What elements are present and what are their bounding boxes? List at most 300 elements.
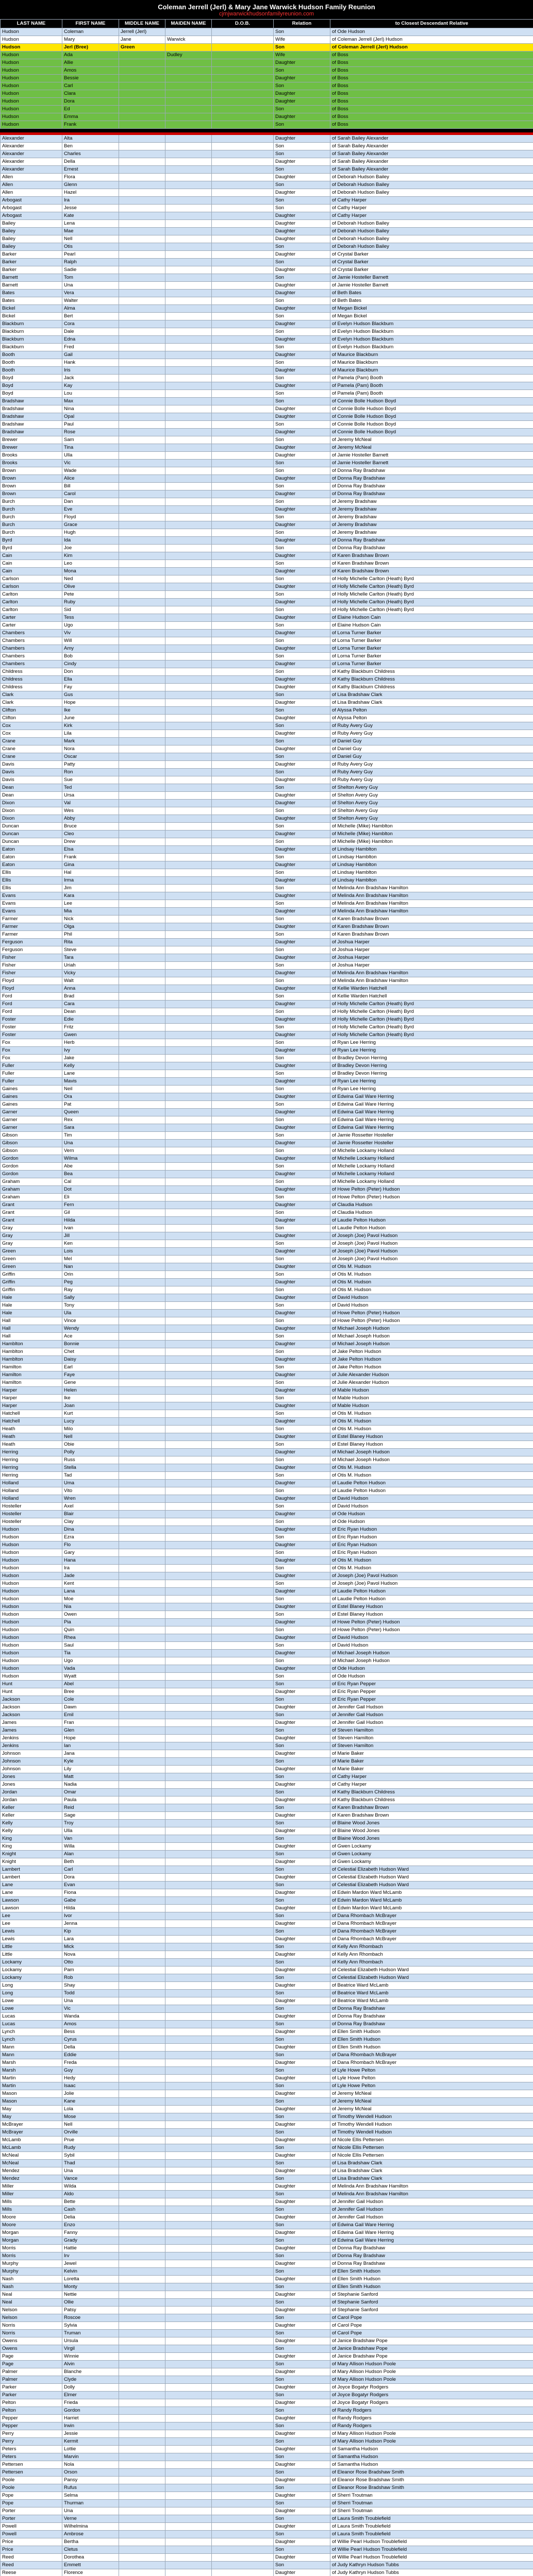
first-name-cell: Saul — [62, 1642, 119, 1650]
dob-cell — [212, 1116, 274, 1124]
relation-cell: Son — [274, 1024, 330, 1031]
dob-cell — [212, 1263, 274, 1271]
maiden-name-cell — [165, 1209, 212, 1217]
maiden-name-cell — [165, 630, 212, 637]
maiden-name-cell — [165, 1062, 212, 1070]
closest-relative-cell: of David Hudson — [330, 1294, 533, 1302]
relation-cell: Son — [274, 143, 330, 150]
closest-relative-cell: of Kathy Blackburn Childress — [330, 676, 533, 684]
closest-relative-cell: of Sherri Troutman — [330, 2500, 533, 2507]
table-row — [1, 2407, 533, 2415]
table-row — [1, 2167, 533, 2175]
closest-relative-cell: of Lindsay Hamblton — [330, 861, 533, 869]
middle-name-cell — [119, 985, 165, 993]
first-name-cell: Winnie — [62, 2353, 119, 2361]
maiden-name-cell — [165, 1758, 212, 1766]
dob-cell — [212, 1379, 274, 1387]
dob-cell — [212, 1766, 274, 1773]
closest-relative-cell: of Megan Bickel — [330, 313, 533, 320]
dob-cell — [212, 2260, 274, 2268]
maiden-name-cell — [165, 1750, 212, 1758]
relation-cell: Son — [274, 398, 330, 405]
closest-relative-cell: of Lindsay Hamblton — [330, 854, 533, 861]
dob-cell — [212, 2446, 274, 2453]
relation-cell: Son — [274, 1178, 330, 1186]
closest-relative-cell: of Connie Bolle Hudson Boyd — [330, 405, 533, 413]
closest-relative-cell: of Eleanor Rose Bradshaw Smith — [330, 2469, 533, 2477]
table-row — [1, 1209, 533, 1217]
closest-relative-cell: of Lyle Howe Pelton — [330, 2075, 533, 2082]
relation-cell: Daughter — [274, 235, 330, 243]
middle-name-cell — [119, 823, 165, 831]
closest-relative-cell: of Ode Hudson — [330, 1665, 533, 1673]
middle-name-cell — [119, 1456, 165, 1464]
closest-relative-cell: of Joshua Harper — [330, 962, 533, 970]
first-name-cell: Sid — [62, 606, 119, 614]
closest-relative-cell: of Donna Ray Bradshaw — [330, 2252, 533, 2260]
maiden-name-cell — [165, 1866, 212, 1874]
middle-name-cell — [119, 2160, 165, 2167]
dob-cell — [212, 1882, 274, 1889]
first-name-cell: Viv — [62, 630, 119, 637]
dob-cell — [212, 2268, 274, 2276]
first-name-cell: Lara — [62, 1936, 119, 1943]
first-name-cell: Mose — [62, 2113, 119, 2121]
dob-cell — [212, 1742, 274, 1750]
table-row — [1, 831, 533, 838]
closest-relative-cell: of Otis M. Hudson — [330, 1565, 533, 1572]
closest-relative-cell: of Joyce Bogatyr Rodgers — [330, 2399, 533, 2407]
last-name-cell: Dixon — [1, 815, 62, 823]
middle-name-cell — [119, 421, 165, 429]
sibling-row — [1, 106, 533, 113]
closest-relative-cell: of Michelle Lockamy Holland — [330, 1163, 533, 1171]
last-name-cell: Nelson — [1, 2314, 62, 2322]
maiden-name-cell — [165, 869, 212, 877]
maiden-name-cell — [165, 815, 212, 823]
table-row — [1, 452, 533, 460]
middle-name-cell — [119, 2276, 165, 2283]
last-name-cell: Clark — [1, 691, 62, 699]
first-name-cell: Gil — [62, 1209, 119, 1217]
closest-relative-cell: of Carol Pope — [330, 2314, 533, 2322]
middle-name-cell — [119, 1171, 165, 1178]
maiden-name-cell — [165, 1341, 212, 1348]
maiden-name-cell — [165, 506, 212, 514]
maiden-name-cell — [165, 2307, 212, 2314]
first-name-cell: Hilda — [62, 1905, 119, 1912]
relation-cell: Son — [274, 1194, 330, 1201]
middle-name-cell — [119, 1379, 165, 1387]
dob-cell — [212, 1286, 274, 1294]
closest-relative-cell: of Mable Hudson — [330, 1387, 533, 1395]
last-name-cell: James — [1, 1719, 62, 1727]
table-row — [1, 1039, 533, 1047]
first-name-cell: Cletus — [62, 2546, 119, 2554]
middle-name-cell — [119, 1387, 165, 1395]
maiden-name-cell — [165, 1681, 212, 1688]
relation-cell: Son — [274, 2082, 330, 2090]
middle-name-cell — [119, 653, 165, 660]
relation-cell: Daughter — [274, 305, 330, 313]
last-name-cell: Gibson — [1, 1147, 62, 1155]
first-name-cell: Vera — [62, 290, 119, 297]
last-name-cell: Kelly — [1, 1827, 62, 1835]
table-row — [1, 1201, 533, 1209]
last-name-cell: Hudson — [1, 1642, 62, 1650]
middle-name-cell — [119, 2538, 165, 2546]
dob-cell — [212, 367, 274, 375]
middle-name-cell — [119, 2415, 165, 2422]
closest-relative-cell: of Howe Pelton (Peter) Hudson — [330, 1194, 533, 1201]
relation-cell: Son — [274, 359, 330, 367]
dob-cell — [212, 1225, 274, 1232]
last-name-cell: Alexander — [1, 166, 62, 174]
last-name-cell: Carter — [1, 614, 62, 622]
closest-relative-cell: of Mable Hudson — [330, 1402, 533, 1410]
closest-relative-cell: of Joyce Bogatyr Rodgers — [330, 2392, 533, 2399]
middle-name-cell — [119, 2484, 165, 2492]
closest-relative-cell: of Laudie Pelton Hudson — [330, 1596, 533, 1603]
last-name-cell: Barker — [1, 251, 62, 259]
middle-name-cell — [119, 1356, 165, 1364]
closest-relative-cell: of Jeremy McNeal — [330, 436, 533, 444]
dob-cell — [212, 2430, 274, 2438]
middle-name-cell — [119, 82, 165, 90]
maiden-name-cell: Dudley — [165, 52, 212, 59]
middle-name-cell — [119, 2392, 165, 2399]
table-row — [1, 436, 533, 444]
middle-name-cell — [119, 429, 165, 436]
middle-name-cell — [119, 106, 165, 113]
table-row — [1, 1271, 533, 1279]
first-name-cell: Rudy — [62, 2144, 119, 2152]
closest-relative-cell: of Coleman Jerrell (Jerl) Hudson — [330, 44, 533, 52]
last-name-cell: Foster — [1, 1024, 62, 1031]
maiden-name-cell — [165, 1603, 212, 1611]
closest-relative-cell: of Eric Ryan Hudson — [330, 1541, 533, 1549]
table-row — [1, 1797, 533, 1804]
middle-name-cell — [119, 1132, 165, 1140]
last-name-cell: Price — [1, 2538, 62, 2546]
maiden-name-cell — [165, 498, 212, 506]
maiden-name-cell — [165, 1820, 212, 1827]
last-name-cell: Lambert — [1, 1866, 62, 1874]
maiden-name-cell — [165, 1232, 212, 1240]
last-name-cell: Nash — [1, 2283, 62, 2291]
middle-name-cell — [119, 282, 165, 290]
first-name-cell: Walter — [62, 297, 119, 305]
table-row — [1, 1171, 533, 1178]
maiden-name-cell — [165, 676, 212, 684]
maiden-name-cell — [165, 251, 212, 259]
dob-cell — [212, 1750, 274, 1758]
middle-name-cell — [119, 916, 165, 923]
table-row — [1, 1851, 533, 1858]
closest-relative-cell: of Nicole Ellis Pettersen — [330, 2137, 533, 2144]
title-bar — [0, 0, 533, 19]
middle-name-cell — [119, 1472, 165, 1480]
first-name-cell: Sylvia — [62, 2322, 119, 2330]
first-name-cell: Wyatt — [62, 1673, 119, 1681]
relation-cell: Daughter — [274, 1781, 330, 1789]
dob-cell — [212, 1449, 274, 1456]
dob-cell — [212, 1240, 274, 1248]
last-name-cell: Bickel — [1, 305, 62, 313]
table-row — [1, 235, 533, 243]
closest-relative-cell: of Timothy Wendell Hudson — [330, 2113, 533, 2121]
relation-cell: Daughter — [274, 1433, 330, 1441]
relation-cell: Son — [274, 1804, 330, 1812]
middle-name-cell — [119, 1055, 165, 1062]
dob-cell — [212, 1410, 274, 1418]
last-name-cell: Lockamy — [1, 1974, 62, 1982]
relation-cell: Daughter — [274, 2214, 330, 2222]
middle-name-cell — [119, 2314, 165, 2322]
last-name-cell: Hudson — [1, 1526, 62, 1534]
closest-relative-cell: of Joyce Bogatyr Rodgers — [330, 2384, 533, 2392]
site-url[interactable]: cjmjwarwickhudsonfamilyreunion.com — [219, 11, 314, 17]
last-name-cell: Harper — [1, 1395, 62, 1402]
middle-name-cell — [119, 1766, 165, 1773]
relation-cell: Son — [274, 106, 330, 113]
middle-name-cell — [119, 1201, 165, 1209]
closest-relative-cell: of Karen Bradshaw Brown — [330, 1812, 533, 1820]
table-row — [1, 1016, 533, 1024]
last-name-cell: Knight — [1, 1858, 62, 1866]
dob-cell — [212, 59, 274, 67]
middle-name-cell — [119, 1843, 165, 1851]
closest-relative-cell: of Shelton Avery Guy — [330, 815, 533, 823]
first-name-cell: Steve — [62, 946, 119, 954]
maiden-name-cell — [165, 274, 212, 282]
maiden-name-cell — [165, 552, 212, 560]
relation-cell: Son — [274, 2067, 330, 2075]
maiden-name-cell — [165, 2546, 212, 2554]
middle-name-cell — [119, 444, 165, 452]
middle-name-cell — [119, 1518, 165, 1526]
last-name-cell: Hamblton — [1, 1356, 62, 1364]
dob-cell — [212, 2067, 274, 2075]
last-name-cell: Davis — [1, 776, 62, 784]
relation-cell: Son — [274, 1742, 330, 1750]
middle-name-cell — [119, 1541, 165, 1549]
table-row — [1, 2214, 533, 2222]
last-name-cell: Crane — [1, 753, 62, 761]
relation-cell: Daughter — [274, 228, 330, 235]
maiden-name-cell — [165, 599, 212, 606]
maiden-name-cell — [165, 2082, 212, 2090]
dob-cell — [212, 2206, 274, 2214]
closest-relative-cell: of Claudia Hudson — [330, 1201, 533, 1209]
relation-cell: Daughter — [274, 1511, 330, 1518]
last-name-cell: McNeal — [1, 2160, 62, 2167]
relation-cell: Son — [274, 1472, 330, 1480]
relation-cell: Daughter — [274, 282, 330, 290]
dob-cell — [212, 908, 274, 916]
relation-cell: Daughter — [274, 892, 330, 900]
last-name-cell: Hamblton — [1, 1348, 62, 1356]
middle-name-cell — [119, 1317, 165, 1325]
closest-relative-cell: of Boss — [330, 98, 533, 106]
relation-cell: Daughter — [274, 1735, 330, 1742]
closest-relative-cell: of Jeremy McNeal — [330, 2090, 533, 2098]
maiden-name-cell — [165, 823, 212, 831]
relation-cell: Daughter — [274, 336, 330, 344]
relation-cell: Son — [274, 436, 330, 444]
first-name-cell: Jessie — [62, 2430, 119, 2438]
dob-cell — [212, 1132, 274, 1140]
dob-cell — [212, 1163, 274, 1171]
closest-relative-cell: of Eleanor Rose Bradshaw Smith — [330, 2484, 533, 2492]
middle-name-cell — [119, 460, 165, 467]
closest-relative-cell: of Joseph (Joe) Pavol Hudson — [330, 1240, 533, 1248]
first-name-cell: Matt — [62, 1773, 119, 1781]
dob-cell — [212, 1735, 274, 1742]
first-name-cell: Thad — [62, 2160, 119, 2167]
col-first-name: FIRST NAME — [62, 20, 119, 28]
closest-relative-cell: of Jeremy McNeal — [330, 444, 533, 452]
maiden-name-cell — [165, 2260, 212, 2268]
dob-cell — [212, 1572, 274, 1580]
middle-name-cell — [119, 2137, 165, 2144]
maiden-name-cell — [165, 2438, 212, 2446]
dob-cell — [212, 2376, 274, 2384]
closest-relative-cell: of Evelyn Hudson Blackburn — [330, 336, 533, 344]
dob-cell — [212, 1480, 274, 1487]
last-name-cell: Fisher — [1, 962, 62, 970]
dob-cell — [212, 2422, 274, 2430]
dob-cell — [212, 1936, 274, 1943]
first-name-cell: Moe — [62, 1596, 119, 1603]
closest-relative-cell: of Celestial Elizabeth Hudson Ward — [330, 1882, 533, 1889]
middle-name-cell — [119, 1464, 165, 1472]
middle-name-cell — [119, 738, 165, 745]
maiden-name-cell — [165, 1132, 212, 1140]
maiden-name-cell — [165, 436, 212, 444]
relation-cell: Son — [274, 916, 330, 923]
last-name-cell: Fox — [1, 1055, 62, 1062]
closest-relative-cell: of Dana Rhombach McBrayer — [330, 2052, 533, 2059]
dob-cell — [212, 1696, 274, 1704]
closest-relative-cell: of Boss — [330, 67, 533, 75]
table-row — [1, 1835, 533, 1843]
dob-cell — [212, 328, 274, 336]
first-name-cell: Ken — [62, 1240, 119, 1248]
last-name-cell: Graham — [1, 1186, 62, 1194]
dob-cell — [212, 2113, 274, 2121]
last-name-cell: Hudson — [1, 44, 62, 52]
dob-cell — [212, 2461, 274, 2469]
last-name-cell: Little — [1, 1951, 62, 1959]
closest-relative-cell: of Jake Pelton Hudson — [330, 1364, 533, 1371]
closest-relative-cell: of David Hudson — [330, 1634, 533, 1642]
relation-cell: Daughter — [274, 290, 330, 297]
first-name-cell: Mavis — [62, 1078, 119, 1086]
first-name-cell: Pete — [62, 591, 119, 599]
relation-cell: Son — [274, 1395, 330, 1402]
relation-cell: Daughter — [274, 1047, 330, 1055]
dob-cell — [212, 1657, 274, 1665]
middle-name-cell — [119, 2121, 165, 2129]
maiden-name-cell — [165, 1812, 212, 1820]
first-name-cell: Ron — [62, 769, 119, 776]
middle-name-cell — [119, 2569, 165, 2576]
dob-cell — [212, 1201, 274, 1209]
dob-cell — [212, 274, 274, 282]
last-name-cell: Gaines — [1, 1101, 62, 1109]
last-name-cell: Holland — [1, 1495, 62, 1503]
dob-cell — [212, 2531, 274, 2538]
table-row — [1, 1565, 533, 1572]
last-name-cell: Hudson — [1, 1603, 62, 1611]
closest-relative-cell: of Mary Allison Hudson Poole — [330, 2438, 533, 2446]
relation-cell: Son — [274, 1348, 330, 1356]
last-name-cell: Hamblton — [1, 1341, 62, 1348]
relation-cell: Son — [274, 2515, 330, 2523]
relation-cell: Son — [274, 2206, 330, 2214]
closest-relative-cell: of Ryan Lee Herring — [330, 1047, 533, 1055]
relation-cell: Daughter — [274, 2384, 330, 2392]
maiden-name-cell — [165, 2407, 212, 2415]
last-name-cell: Lowe — [1, 2005, 62, 2013]
first-name-cell: Ursa — [62, 792, 119, 800]
maiden-name-cell — [165, 205, 212, 212]
middle-name-cell — [119, 668, 165, 676]
maiden-name-cell — [165, 313, 212, 320]
relation-cell: Daughter — [274, 1449, 330, 1456]
maiden-name-cell — [165, 575, 212, 583]
table-row — [1, 1665, 533, 1673]
table-header-row — [1, 20, 533, 28]
maiden-name-cell — [165, 1511, 212, 1518]
dob-cell — [212, 1634, 274, 1642]
relation-cell: Daughter — [274, 645, 330, 653]
middle-name-cell — [119, 1959, 165, 1967]
dob-cell — [212, 715, 274, 722]
relation-cell: Son — [274, 1256, 330, 1263]
maiden-name-cell — [165, 1874, 212, 1882]
first-name-cell: Sage — [62, 1812, 119, 1820]
last-name-cell: Chambers — [1, 637, 62, 645]
maiden-name-cell — [165, 2222, 212, 2229]
middle-name-cell — [119, 2353, 165, 2361]
table-row — [1, 1704, 533, 1711]
last-name-cell: Cain — [1, 560, 62, 568]
maiden-name-cell — [165, 1735, 212, 1742]
first-name-cell: Tina — [62, 444, 119, 452]
closest-relative-cell: of Jake Pelton Hudson — [330, 1356, 533, 1364]
relation-cell: Daughter — [274, 2121, 330, 2129]
first-name-cell: Kim — [62, 552, 119, 560]
relation-cell: Daughter — [274, 877, 330, 885]
table-row — [1, 1735, 533, 1742]
last-name-cell: Lockamy — [1, 1959, 62, 1967]
closest-relative-cell: of Edwina Gail Ware Herring — [330, 1109, 533, 1116]
last-name-cell: Hunt — [1, 1688, 62, 1696]
relation-cell: Son — [274, 1209, 330, 1217]
middle-name-cell — [119, 977, 165, 985]
last-name-cell: Carlton — [1, 591, 62, 599]
table-row — [1, 1240, 533, 1248]
middle-name-cell — [119, 2546, 165, 2554]
relation-cell: Daughter — [274, 2430, 330, 2438]
first-name-cell: Hana — [62, 1557, 119, 1565]
last-name-cell: Holland — [1, 1487, 62, 1495]
relation-cell: Daughter — [274, 475, 330, 483]
last-name-cell: Long — [1, 1990, 62, 1997]
middle-name-cell — [119, 1866, 165, 1874]
